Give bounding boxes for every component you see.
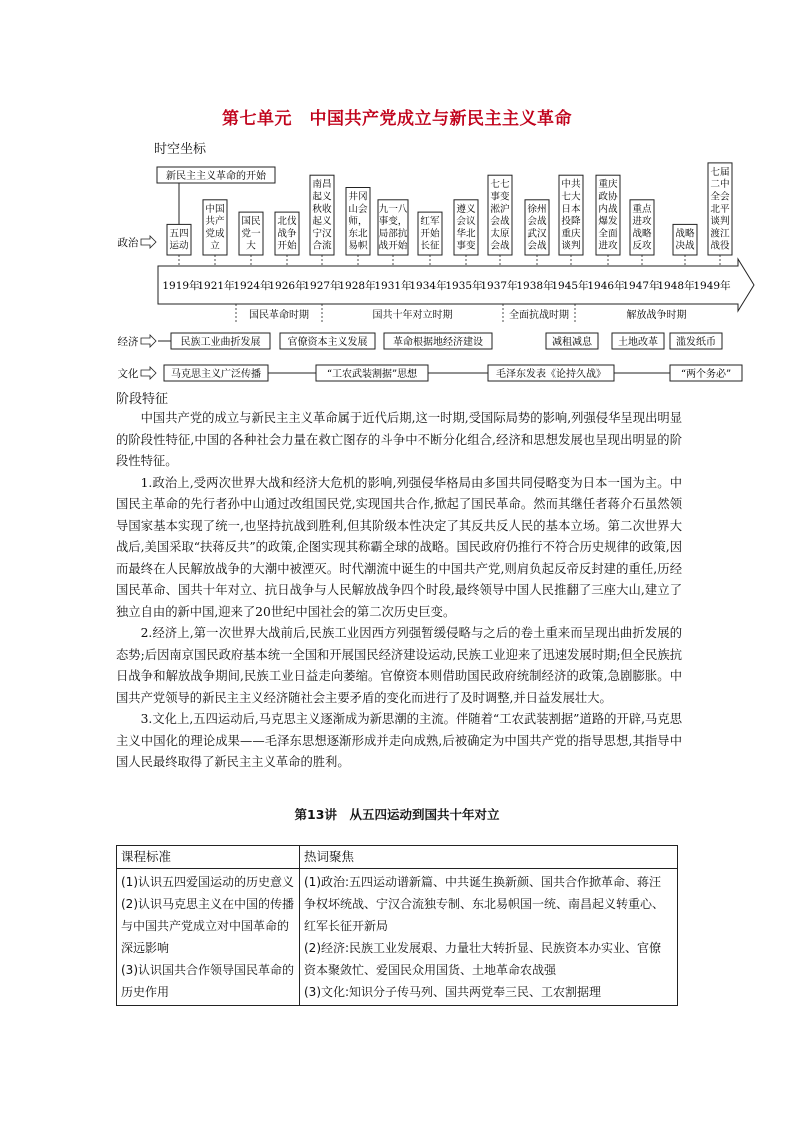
event-text: 决战 [675,240,695,252]
event-text: 东北 [348,228,368,240]
event-text: 红军 [420,216,440,228]
event-text: 进攻 [598,240,618,252]
event-text: 共产 [205,216,225,228]
event-text: 全会 [710,191,730,203]
timeline-year-label: 1937年 [480,280,518,292]
row-label-culture: 文化 [117,368,139,380]
event-text: 日本 [561,203,581,215]
event-text: 会战 [490,216,510,228]
row-label-economy: 经济 [117,336,139,348]
stage-paragraph-culture: 3.文化上,五四运动后,马克思主义逐渐成为新思潮的主流。伴随着“工农武装割据”道路的开辟,马克思主义中国化的理论成果——毛泽东思想逐渐形成并走向成熟,后被确定为中国共产党的指导思想,其指导中国人民最终取得了新民主主义革命的胜利。 [116,712,682,769]
event-text: 反攻 [632,240,652,252]
event-text: 投降 [561,216,581,228]
row-label-politics: 政治 [117,237,139,249]
culture-text: 毛泽东发表《论持久战》 [496,369,606,380]
stage-features-heading: 阶段特征 [116,392,169,407]
stage-paragraph-economy: 2.经济上,第一次世界大战前后,民族工业因西方列强暂缓侵略与之后的卷土重来而呈现出曲折发展的态势;后因南京国民政府基本统一全国和开展国民经济建设运动,民族工业迎来了迅速发展时期;但全民族抗日战争和解放战争期间,民族工业日益走向萎缩。官僚资本则借助国民政府统制经济的政策,急剧膨胀。中国共产党领导的新民主主义经济随社会主要矛盾的变化而进行了及时调整,并日益发展壮大。 [116,626,682,705]
hotwords-cell [300,869,678,1006]
event-text: 党成 [205,228,225,240]
period-label: 国民革命时期 [249,310,309,321]
event-text: 重庆 [598,179,618,191]
hotword-item: (3)文化:知识分子传马列、国共两党奉三民、工农割据理 [304,985,602,999]
timeline-year-label: 1926年 [268,280,306,292]
period-label: 全面抗战时期 [509,310,569,321]
culture-text: “两个务必” [680,369,732,380]
lesson-title: 第13讲 从五四运动到国共十年对立 [294,807,500,822]
event-text: 爆发 [598,216,618,228]
timeline-year-label: 1931年 [374,280,412,292]
table-header-hotwords: 热词聚焦 [300,846,678,869]
event-text: 运动 [169,240,189,252]
event-text: 会战 [490,240,510,252]
event-text: 事变 [456,240,476,252]
event-text: 内战 [598,203,618,215]
timeline-year-label: 1934年 [409,280,447,292]
event-text: 七大 [561,191,581,203]
event-text: 师， [348,216,368,228]
event-text: 会战 [527,216,547,228]
timeline-year-label: 1927年 [303,280,341,292]
event-text: 七七 [490,179,510,191]
event-text: 大 [246,240,256,252]
table-header-standards: 课程标准 [117,846,300,869]
event-text: 淞沪 [490,203,510,215]
event-text: 国民 [241,216,261,228]
culture-text: “工农武装割据”思想 [326,369,418,380]
event-text: 合流 [312,240,332,252]
event-text: 会战 [527,240,547,252]
event-text: 徐州 [527,203,547,215]
curriculum-table [116,845,678,1006]
standard-item: (2)认识马克思主义在中国的传播与中国共产党成立对中国革命的深远影响 [121,897,294,955]
event-text: 太原 [490,228,510,240]
event-text: 重庆 [561,228,581,240]
event-text: 北平 [710,203,730,215]
timeline-year-label: 1949年 [693,280,731,292]
period-label: 解放战争时期 [626,310,687,321]
event-text: 进攻 [632,216,652,228]
timeline-year-label: 1947年 [622,280,660,292]
event-text: 局部抗 [378,228,408,240]
timeline-year-label: 1921年 [197,280,235,292]
event-text: 开始 [277,240,297,252]
standards-cell [117,869,300,1006]
event-text: 易帜 [348,240,368,252]
event-text: 开始 [420,228,440,240]
economy-text: 滥发纸币 [676,337,716,348]
economy-text: 土地改革 [618,337,658,348]
event-text: 南昌 [312,179,332,191]
event-text: 战争 [277,228,297,240]
event-text: 北伐 [277,216,297,228]
event-text: 战开始 [378,240,408,252]
event-text: 中国 [205,203,225,215]
timeline-year-label: 1945年 [551,280,589,292]
event-text: 重点 [632,203,652,215]
event-text: 山会 [348,203,368,215]
event-text: 渡江 [710,228,730,240]
event-text: 谈判 [710,216,730,228]
stage-paragraph-politics: 1.政治上,受两次世界大战和经济大危机的影响,列强侵华格局由多国共同侵略变为日本一国为主。中国民主革命的先行者孙中山通过改组国民党,实现国共合作,掀起了国民革命。然而其继任者蒋介石虽然领导国家基本实现了统一,也坚持抗战到胜利,但其阶级本性决定了其反共反人民的基本立场。第二次世界大战后,美国采取“扶蒋反共”的政策,企图实现其称霸全球的战略。国民政府仍推行不符合历史规律的政策,因而最终在人民解放战争的大潮中被湮灭。时代潮流中诞生的中国共产党,则肩负起反帝反封建的重任,历经国民革命、国共十年对立、抗日战争与人民解放战争四个时段,最终领导中国人民推翻了三座大山,建立了独立自由的新中国,迎来了20世纪中国社会的第二次历史巨变。 [116,475,682,619]
event-text: 谈判 [561,240,581,252]
event-text: 七届 [710,166,730,178]
event-text: 战略 [632,228,652,240]
timeline-year-label: 1928年 [338,280,376,292]
section-label-coordinates: 时空坐标 [154,142,207,157]
hotword-item: (2)经济:民族工业发展艰、力量壮大转折显、民族资本办实业、官僚资本聚敛忙、爱国民众用国货、土地革命农战强 [304,941,662,977]
event-text: 事变， [378,216,408,228]
event-text: 二中 [710,179,730,191]
event-text: 长征 [420,240,440,252]
row-arrow-icon [141,335,156,347]
event-text: 华北 [456,228,476,240]
culture-text: 马克思主义广泛传播 [171,369,261,380]
economy-text: 官僚资本主义发展 [287,337,368,348]
standard-item: (1)认识五四爱国运动的历史意义 [121,875,294,889]
event-text: 宁汉 [312,228,332,240]
economy-text: 减租减息 [552,337,592,348]
event-text: 起义 [312,191,332,203]
event-text: 中共 [561,179,581,191]
row-arrow-icon [141,367,156,379]
unit-title: 第七单元 中国共产党成立与新民主主义革命 [222,109,572,129]
hotword-item: (1)政治:五四运动谱新篇、中共诞生换新颜、国共合作掀革命、蒋汪争权坏统战、宁汉合流独专制、东北易帜国一统、南昌起义转重心、红军长征开新局 [304,875,665,933]
event-text: 起义 [312,216,332,228]
event-text: 战略 [675,228,695,240]
row-arrow-icon [141,236,156,248]
event-text: 五四 [169,228,189,240]
stage-paragraph-intro: 中国共产党的成立与新民主主义革命属于近代后期,这一时期,受国际局势的影响,列强侵华呈现出明显的阶段性特征,中国的各种社会力量在救亡图存的斗争中不断分化组合,经济和思想发展也呈现出明显的阶段性特征。 [116,411,682,468]
event-text: 事变 [490,191,510,203]
event-text: 井冈 [348,191,368,203]
event-text: 全面 [598,228,618,240]
period-label: 国共十年对立时期 [372,310,453,321]
standard-item: (3)认识国共合作领导国民革命的历史作用 [121,963,294,999]
economy-text: 革命根据地经济建设 [393,337,483,348]
economy-text: 民族工业曲折发展 [180,337,261,348]
timeline-year-label: 1948年 [657,280,695,292]
top-note-text: 新民主主义革命的开始 [166,171,266,182]
timeline-year-label: 1946年 [587,280,625,292]
event-text: 党一 [241,228,261,240]
timeline-year-label: 1924年 [233,280,271,292]
timeline-year-label: 1935年 [445,280,483,292]
event-text: 会议 [456,216,476,228]
event-text: 立 [210,240,220,252]
timeline-year-label: 1938年 [516,280,554,292]
event-text: 遵义 [456,203,476,215]
event-text: 九一八 [378,203,408,215]
event-text: 战役 [710,240,730,252]
timeline-year-label: 1919年 [162,280,200,292]
stage-features-body [116,408,682,774]
event-text: 秋收 [312,203,332,215]
event-text: 武汉 [527,228,547,240]
event-text: 政协 [598,191,618,203]
timeline-diagram [0,160,794,386]
